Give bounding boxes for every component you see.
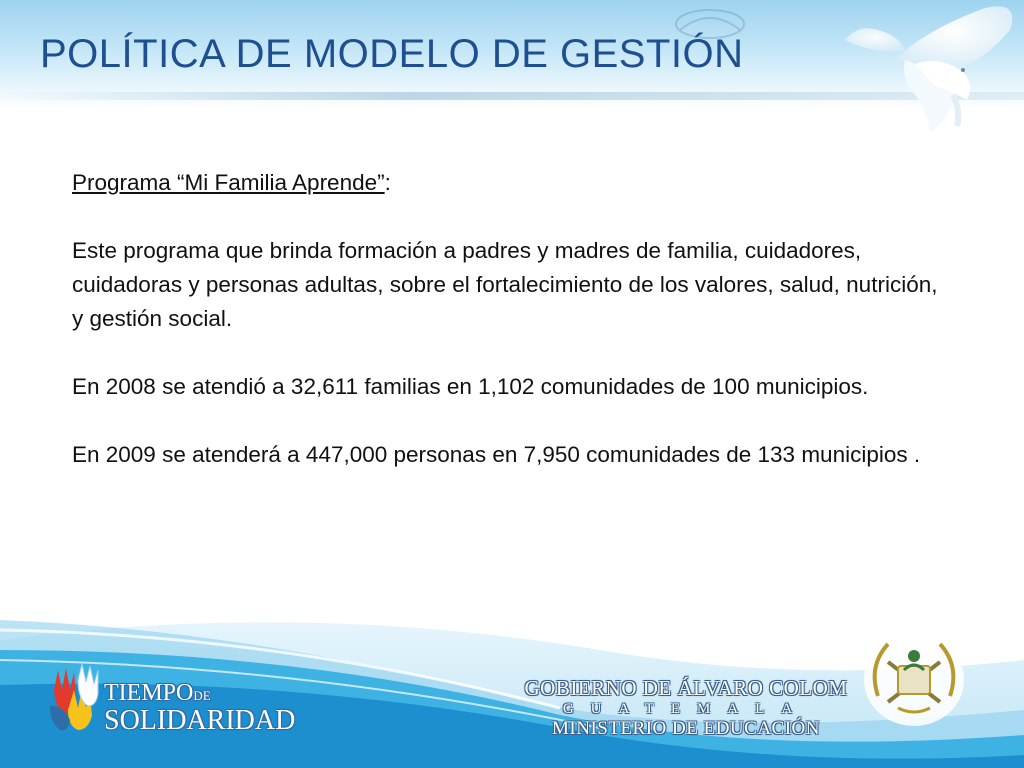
program-heading-line [72, 166, 952, 200]
logo-tiempo: TIEMPO [104, 680, 194, 706]
slide-title: POLÍTICA DE MODELO DE GESTIÓN [40, 32, 744, 76]
logo-solidaridad: SOLIDARIDAD [104, 705, 296, 736]
program-heading: Programa “Mi Familia Aprende” [72, 170, 385, 195]
results-2008: En 2008 se atendió a 32,611 familias en 1,102 comunidades de 100 municipios. [72, 374, 869, 399]
program-description: Este programa que brinda formación a padres y madres de familia, cuidadores, cuidadoras y personas adultas, sobre el fortalecimiento de los valores, salud, nutrición, y gestión social. [72, 238, 938, 331]
logo-tiempo-de [104, 682, 211, 707]
goals-2009: En 2009 se atenderá a 447,000 personas en 7,950 comunidades de 133 municipios . [72, 442, 921, 467]
coat-of-arms-icon [858, 626, 970, 730]
program-heading-colon: : [384, 170, 391, 195]
logo-de: DE [193, 688, 211, 703]
dove-icon [835, 0, 1024, 140]
government-block [520, 676, 852, 740]
slide-content [72, 166, 952, 472]
hands-icon [48, 660, 108, 740]
government-name: GOBIERNO DE ÁLVARO COLOM [524, 676, 848, 700]
ministry-name: MINISTERIO DE EDUCACIÓN [552, 718, 820, 739]
country-name: GUATEMALA [562, 701, 810, 717]
